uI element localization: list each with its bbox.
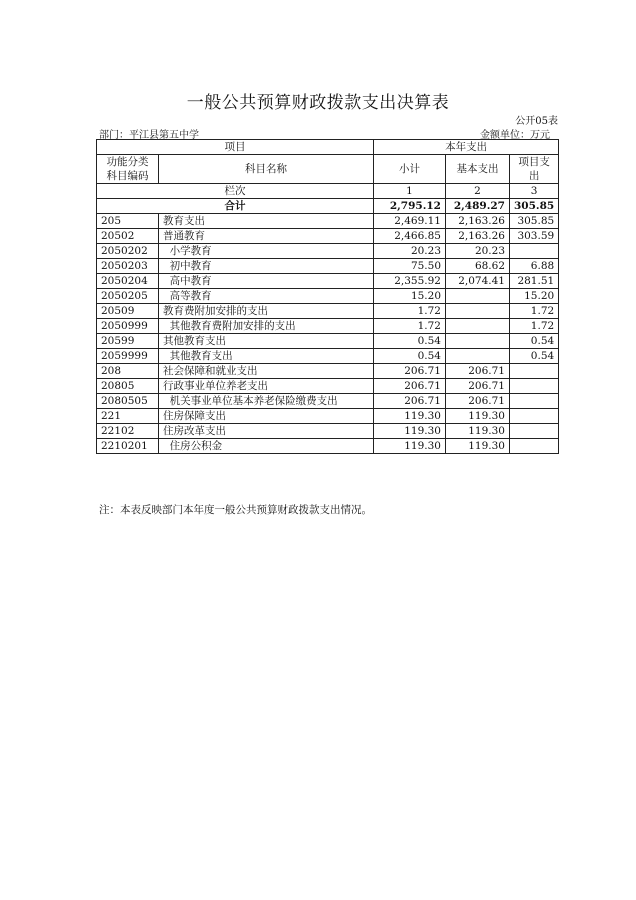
subtotal-cell: 1.72 bbox=[374, 304, 446, 319]
basic-cell bbox=[446, 289, 510, 304]
name-cell: 行政事业单位养老支出 bbox=[159, 379, 374, 394]
code-cell: 22102 bbox=[97, 424, 159, 439]
code-cell: 2050202 bbox=[97, 244, 159, 259]
basic-cell: 68.62 bbox=[446, 259, 510, 274]
table-row bbox=[97, 319, 559, 334]
table-row bbox=[97, 349, 559, 364]
name-cell: 高等教育 bbox=[159, 289, 374, 304]
name-cell: 教育支出 bbox=[159, 214, 374, 229]
name-cell: 教育费附加安排的支出 bbox=[159, 304, 374, 319]
project-cell bbox=[510, 394, 559, 409]
subtotal-cell: 119.30 bbox=[374, 424, 446, 439]
column-number-row bbox=[97, 184, 559, 199]
department-label: 部门：平江县第五中学 bbox=[99, 130, 199, 141]
subtotal-cell: 2,469.11 bbox=[374, 214, 446, 229]
total-project: 305.85 bbox=[510, 199, 559, 214]
table-row bbox=[97, 274, 559, 289]
subtotal-cell: 0.54 bbox=[374, 349, 446, 364]
subtotal-cell: 2,466.85 bbox=[374, 229, 446, 244]
basic-cell: 206.71 bbox=[446, 394, 510, 409]
footnote: 注：本表反映部门本年度一般公共预算财政拨款支出情况。 bbox=[99, 504, 372, 516]
subtotal-cell: 206.71 bbox=[374, 394, 446, 409]
table-row bbox=[97, 409, 559, 424]
header-current-year: 本年支出 bbox=[374, 140, 559, 155]
subtotal-cell: 119.30 bbox=[374, 409, 446, 424]
code-cell: 2210201 bbox=[97, 439, 159, 454]
project-cell bbox=[510, 379, 559, 394]
header-row-2 bbox=[97, 155, 559, 184]
column-number-1: 1 bbox=[374, 184, 446, 199]
code-cell: 208 bbox=[97, 364, 159, 379]
code-cell: 20509 bbox=[97, 304, 159, 319]
basic-cell: 119.30 bbox=[446, 439, 510, 454]
project-cell: 1.72 bbox=[510, 319, 559, 334]
basic-cell bbox=[446, 304, 510, 319]
basic-cell: 2,163.26 bbox=[446, 214, 510, 229]
basic-cell: 2,163.26 bbox=[446, 229, 510, 244]
project-cell: 1.72 bbox=[510, 304, 559, 319]
total-subtotal: 2,795.12 bbox=[374, 199, 446, 214]
header-name: 科目名称 bbox=[159, 155, 374, 184]
total-label: 合计 bbox=[97, 199, 374, 214]
project-cell: 303.59 bbox=[510, 229, 559, 244]
table-row bbox=[97, 439, 559, 454]
project-cell: 305.85 bbox=[510, 214, 559, 229]
table-row bbox=[97, 259, 559, 274]
project-cell bbox=[510, 409, 559, 424]
name-cell: 其他教育支出 bbox=[159, 349, 374, 364]
name-cell: 其他教育支出 bbox=[159, 334, 374, 349]
header-project: 项目支 出 bbox=[510, 155, 559, 184]
page-title: 一般公共预算财政拨款支出决算表 bbox=[186, 93, 450, 113]
total-basic: 2,489.27 bbox=[446, 199, 510, 214]
table-row bbox=[97, 229, 559, 244]
project-cell: 0.54 bbox=[510, 349, 559, 364]
code-cell: 2050203 bbox=[97, 259, 159, 274]
name-cell: 其他教育费附加安排的支出 bbox=[159, 319, 374, 334]
basic-cell: 206.71 bbox=[446, 364, 510, 379]
form-number: 公开05表 bbox=[515, 116, 558, 127]
table-row bbox=[97, 364, 559, 379]
code-cell: 221 bbox=[97, 409, 159, 424]
basic-cell: 2,074.41 bbox=[446, 274, 510, 289]
basic-cell: 119.30 bbox=[446, 409, 510, 424]
total-row bbox=[97, 199, 559, 214]
name-cell: 高中教育 bbox=[159, 274, 374, 289]
header-subtotal: 小计 bbox=[374, 155, 446, 184]
header-item: 项目 bbox=[97, 140, 374, 155]
project-cell: 281.51 bbox=[510, 274, 559, 289]
name-cell: 普通教育 bbox=[159, 229, 374, 244]
header-code: 功能分类 科目编码 bbox=[97, 155, 159, 184]
subtotal-cell: 1.72 bbox=[374, 319, 446, 334]
project-cell bbox=[510, 424, 559, 439]
project-cell: 15.20 bbox=[510, 289, 559, 304]
table-row bbox=[97, 379, 559, 394]
basic-cell bbox=[446, 334, 510, 349]
unit-label: 金额单位：万元 bbox=[480, 130, 550, 141]
subtotal-cell: 206.71 bbox=[374, 364, 446, 379]
subtotal-cell: 2,355.92 bbox=[374, 274, 446, 289]
name-cell: 机关事业单位基本养老保险缴费支出 bbox=[159, 394, 374, 409]
subtotal-cell: 119.30 bbox=[374, 439, 446, 454]
subtotal-cell: 15.20 bbox=[374, 289, 446, 304]
table-row bbox=[97, 244, 559, 259]
table-row bbox=[97, 334, 559, 349]
code-cell: 2050999 bbox=[97, 319, 159, 334]
subtotal-cell: 0.54 bbox=[374, 334, 446, 349]
table-row bbox=[97, 289, 559, 304]
basic-cell bbox=[446, 349, 510, 364]
basic-cell: 20.23 bbox=[446, 244, 510, 259]
project-cell: 6.88 bbox=[510, 259, 559, 274]
subtotal-cell: 75.50 bbox=[374, 259, 446, 274]
basic-cell bbox=[446, 319, 510, 334]
name-cell: 住房保障支出 bbox=[159, 409, 374, 424]
header-row-1 bbox=[97, 140, 559, 155]
row-label: 栏次 bbox=[97, 184, 374, 199]
table-row bbox=[97, 394, 559, 409]
column-number-3: 3 bbox=[510, 184, 559, 199]
code-cell: 20805 bbox=[97, 379, 159, 394]
project-cell: 0.54 bbox=[510, 334, 559, 349]
header-basic: 基本支出 bbox=[446, 155, 510, 184]
name-cell: 小学教育 bbox=[159, 244, 374, 259]
name-cell: 住房改革支出 bbox=[159, 424, 374, 439]
project-cell bbox=[510, 364, 559, 379]
code-cell: 205 bbox=[97, 214, 159, 229]
subtotal-cell: 20.23 bbox=[374, 244, 446, 259]
table-row bbox=[97, 214, 559, 229]
code-cell: 2080505 bbox=[97, 394, 159, 409]
table-row bbox=[97, 424, 559, 439]
subtotal-cell: 206.71 bbox=[374, 379, 446, 394]
code-cell: 2050204 bbox=[97, 274, 159, 289]
column-number-2: 2 bbox=[446, 184, 510, 199]
code-cell: 2050205 bbox=[97, 289, 159, 304]
code-cell: 2059999 bbox=[97, 349, 159, 364]
expenditure-table bbox=[96, 139, 559, 454]
code-cell: 20502 bbox=[97, 229, 159, 244]
basic-cell: 119.30 bbox=[446, 424, 510, 439]
project-cell bbox=[510, 244, 559, 259]
basic-cell: 206.71 bbox=[446, 379, 510, 394]
code-cell: 20599 bbox=[97, 334, 159, 349]
table-row bbox=[97, 304, 559, 319]
name-cell: 社会保障和就业支出 bbox=[159, 364, 374, 379]
project-cell bbox=[510, 439, 559, 454]
name-cell: 住房公积金 bbox=[159, 439, 374, 454]
name-cell: 初中教育 bbox=[159, 259, 374, 274]
